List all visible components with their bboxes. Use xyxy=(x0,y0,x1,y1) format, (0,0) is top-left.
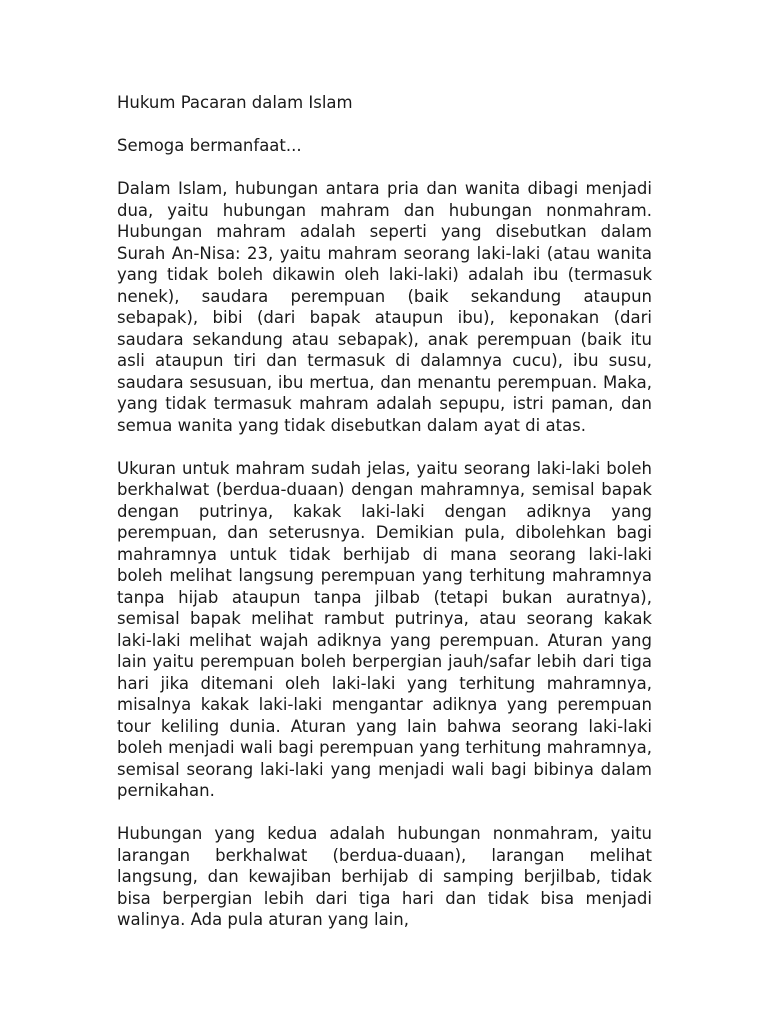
paragraph-nonmahram: Hubungan yang kedua adalah hubungan nonmahram, yaitu larangan berkhalwat (berdua-duaan), larangan melihat langsung, dan kewajiban berhijab di samping berjilbab, tidak bisa berpergian lebih dari tiga hari dan tidak bisa menjadi walinya. Ada pula aturan yang lain, xyxy=(117,824,652,929)
document-body xyxy=(117,92,652,931)
document-title: Hukum Pacaran dalam Islam xyxy=(117,93,353,112)
document-subtitle: Semoga bermanfaat... xyxy=(117,136,302,155)
paragraph-mahram-rules: Ukuran untuk mahram sudah jelas, yaitu seorang laki-laki boleh berkhalwat (berdua-duaan) dengan mahramnya, semisal bapak dengan putrinya, kakak laki-laki dengan adiknya yang perempuan, dan seterusnya. Demikian pula, dibolehkan bagi mahramnya untuk tidak berhijab di mana seorang laki-laki boleh melihat langsung perempuan yang terhitung mahramnya tanpa hijab ataupun tanpa jilbab (tetapi bukan auratnya), semisal bapak melihat rambut putrinya, atau seorang kakak laki-laki melihat wajah adiknya yang perempuan. Aturan yang lain yaitu perempuan boleh berpergian jauh/safar lebih dari tiga hari jika ditemani oleh laki-laki yang terhitung mahramnya, misalnya kakak laki-laki mengantar adiknya yang perempuan tour keliling dunia. Aturan yang lain bahwa seorang laki-laki boleh menjadi wali bagi perempuan yang terhitung mahramnya, semisal seorang laki-laki yang menjadi wali bagi bibinya dalam pernikahan. xyxy=(117,458,652,800)
paragraph-mahram-definition: Dalam Islam, hubungan antara pria dan wanita dibagi menjadi dua, yaitu hubungan mahram dan hubungan nonmahram. Hubungan mahram adalah seperti yang disebutkan dalam Surah An-Nisa: 23, yaitu mahram seorang laki-laki (atau wanita yang tidak boleh dikawin oleh laki-laki) adalah ibu (termasuk nenek), saudara perempuan (baik sekandung ataupun sebapak), bibi (dari bapak ataupun ibu), keponakan (dari saudara sekandung atau sebapak), anak perempuan (baik itu asli ataupun tiri dan termasuk di dalamnya cucu), ibu susu, saudara sesusuan, ibu mertua, dan menantu perempuan. Maka, yang tidak termasuk mahram adalah sepupu, istri paman, dan semua wanita yang tidak disebutkan dalam ayat di atas. xyxy=(117,179,652,435)
